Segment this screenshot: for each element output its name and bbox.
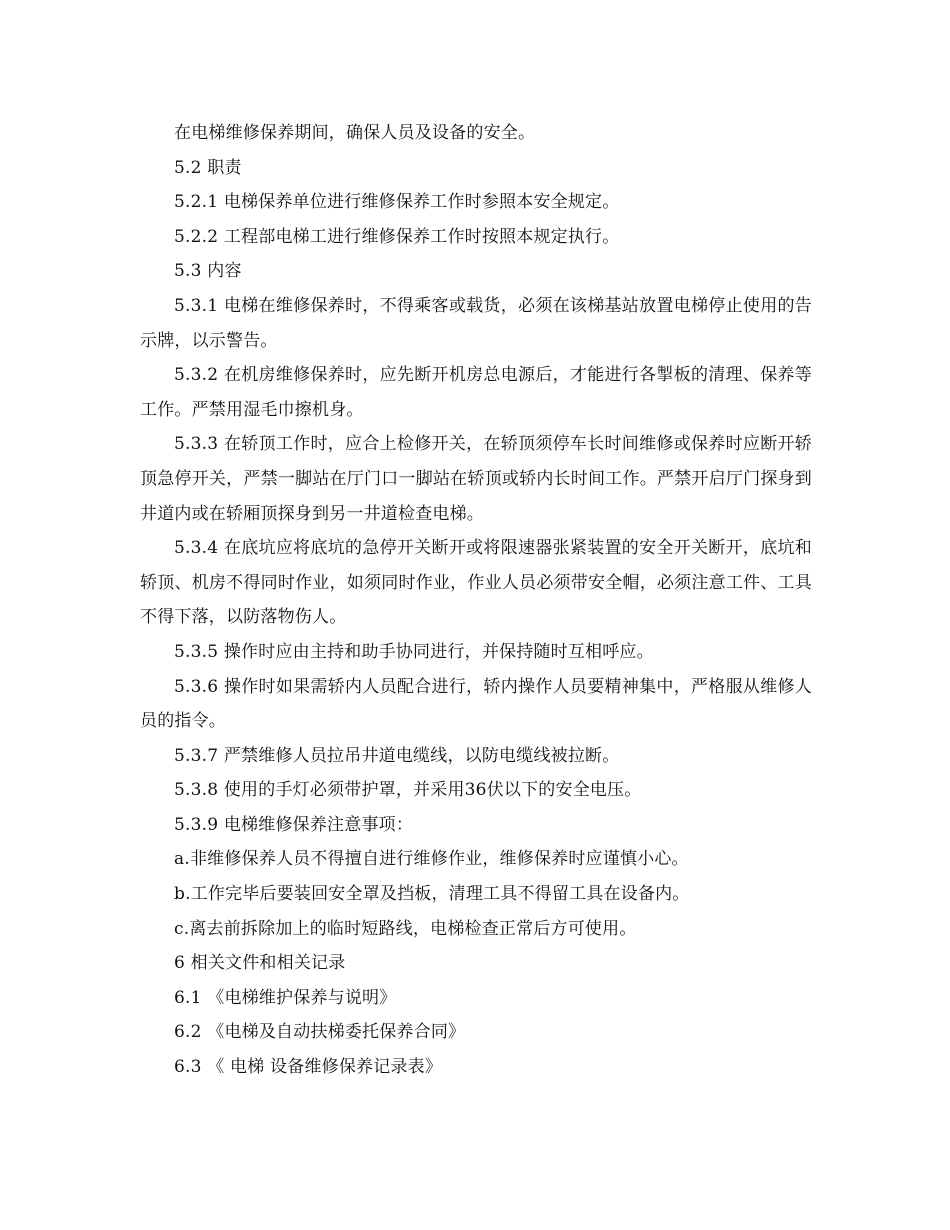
reference-6-3: 6.3 《 电梯 设备维修保养记录表》 [174,1057,443,1078]
note-item-a: a.非维修保养人员不得擅自进行维修作业，维修保养时应谨慎小心。 [174,849,689,870]
clause-5-3-6: 5.3.6 操作时如果需轿内人员配合进行，轿内操作人员要精神集中，严格服从维修人员的指令。 [140,676,812,732]
clause-5-3-2: 5.3.2 在机房维修保养时，应先断开机房总电源后，才能进行各掣板的清理、保养等工作。严禁用湿毛巾擦机身。 [140,365,812,420]
clause-5-3-4: 5.3.4 在底坑应将底坑的急停开关断开或将限速器张紧装置的安全开关断开，底坑和轿顶、机房不得同时作业，如须同时作业，作业人员必须带安全帽，必须注意工件、工具不得下落，以防落物伤人。 [140,538,812,628]
clause-5-3-1: 5.3.1 电梯在维修保养时，不得乘客或载货，必须在该梯基站放置电梯停止使用的告示牌，以示警告。 [140,295,812,351]
document-body [140,116,812,1085]
clause-5-3-7: 5.3.7 严禁维修人员拉吊井道电缆线，以防电缆线被拉断。 [174,745,620,766]
section-heading-6: 6 相关文件和相关记录 [174,953,346,974]
section-heading-5-2: 5.2 职责 [174,157,242,178]
reference-6-2: 6.2 《电梯及自动扶梯委托保养合同》 [174,1022,466,1043]
note-item-b: b.工作完毕后要装回安全罩及挡板，清理工具不得留工具在设备内。 [174,884,690,905]
note-item-c: c.离去前拆除加上的临时短路线，电梯检查正常后方可使用。 [174,918,637,939]
paragraph-intro: 在电梯维修保养期间，确保人员及设备的安全。 [174,123,536,143]
clause-5-3-3: 5.3.3 在轿顶工作时，应合上检修开关，在轿顶须停车长时间维修或保养时应断开轿顶急停开关，严禁一脚站在厅门口一脚站在轿顶或轿内长时间工作。严禁开启厅门探身到井道内或在轿厢顶探身到另一井道检查电梯。 [140,434,812,524]
clause-5-3-9: 5.3.9 电梯维修保养注意事项： [174,814,414,835]
section-heading-5-3: 5.3 内容 [174,261,242,282]
clause-5-2-2: 5.2.2 工程部电梯工进行维修保养工作时按照本规定执行。 [174,226,620,247]
clause-5-3-5: 5.3.5 操作时应由主持和助手协同进行，并保持随时互相呼应。 [174,641,654,662]
clause-5-2-1: 5.2.1 电梯保养单位进行维修保养工作时参照本安全规定。 [174,192,620,213]
clause-5-3-8: 5.3.8 使用的手灯必须带护罩，并采用36伏以下的安全电压。 [174,780,642,801]
reference-6-1: 6.1 《电梯维护保养与说明》 [174,987,397,1008]
